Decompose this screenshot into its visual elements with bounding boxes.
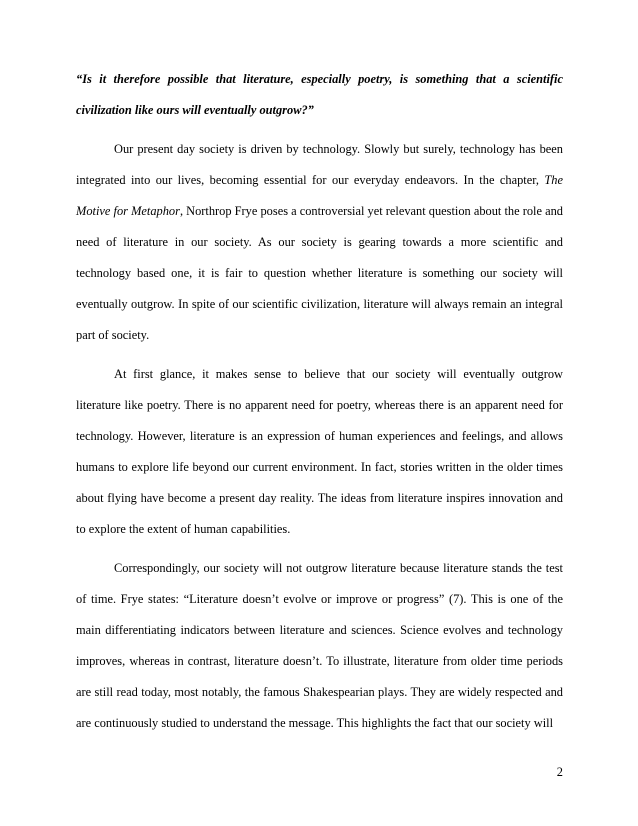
paragraph-1-text-b: , Northrop Frye poses a controversial yet relevant question about the role and need of literature in our society. As our society is gearing towards a more scientific and technology based one, it is fair to question whether literature is something our society will eventually outgrow. In spite of our scientific civilization, literature will always remain an integral part of society. bbox=[76, 204, 563, 342]
paragraph-2: At first glance, it makes sense to believe that our society will eventually outgrow literature like poetry. There is no apparent need for poetry, whereas there is an apparent need for technology. However, literature is an expression of human experiences and feelings, and allows humans to explore life beyond our current environment. In fact, stories written in the older times about flying have become a present day reality. The ideas from literature inspires innovation and to explore the extent of human capabilities. bbox=[76, 367, 563, 536]
page-number: 2 bbox=[556, 765, 563, 779]
paragraph-1-text-a: Our present day society is driven by technology. Slowly but surely, technology has been integrated into our lives, becoming essential for our everyday endeavors. In the chapter, bbox=[76, 142, 563, 187]
paragraph-3: Correspondingly, our society will not outgrow literature because literature stands the test of time. Frye states: “Literature doesn’t evolve or improve or progress” (7). This is one of the main differentiating indicators between literature and sciences. Science evolves and technology improves, whereas in contrast, literature doesn’t. To illustrate, literature from older time periods are still read today, most notably, the famous Shakespearian plays. They are widely respected and are continuously studied to understand the message. This highlights the fact that our society will bbox=[76, 561, 563, 730]
essay-question-heading: “Is it therefore possible that literature, especially poetry, is something that a scientific civilization like ours will eventually outgrow?” bbox=[76, 72, 563, 117]
chapter-title: The Motive for Metaphor bbox=[76, 173, 563, 218]
document-body bbox=[76, 64, 563, 747]
paragraph-1 bbox=[76, 134, 563, 351]
